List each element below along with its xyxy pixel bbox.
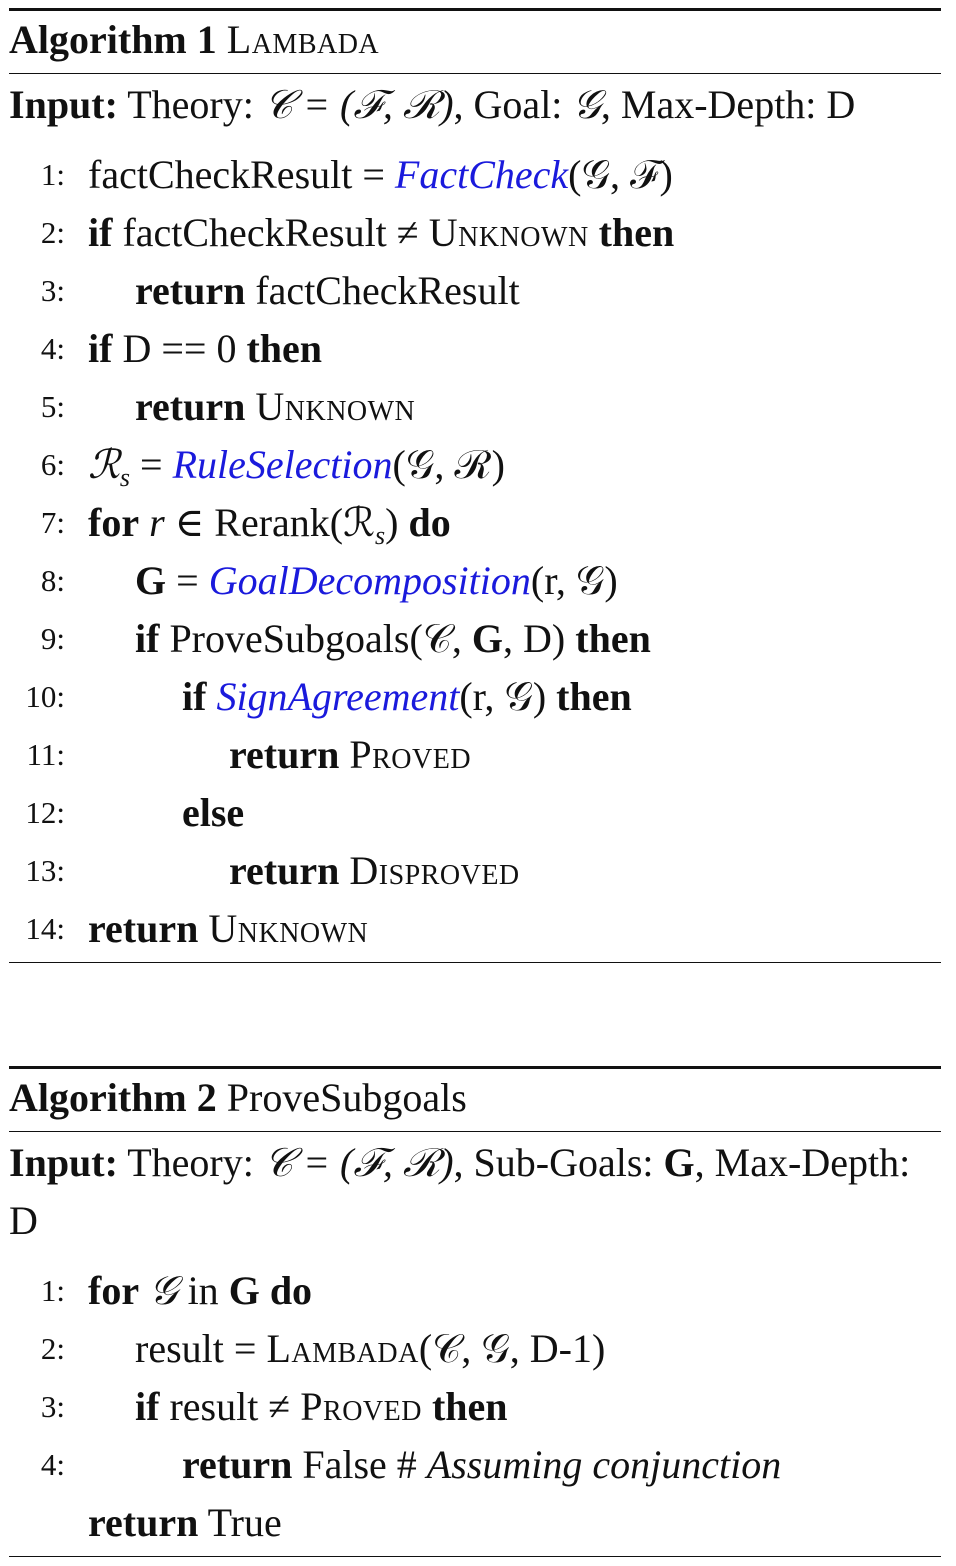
algo1-line-3: 3: return factCheckResult [9, 262, 941, 320]
factcheck-link[interactable]: FactCheck [394, 152, 569, 197]
goaldecomposition-link[interactable]: GoalDecomposition [208, 558, 531, 603]
algorithm-1-name: Lambada [226, 17, 380, 62]
subgoals-symbol: G [663, 1140, 695, 1185]
line-number: 1: [40, 157, 65, 192]
algorithm-1-lines [9, 134, 941, 962]
line-number: 1: [40, 1273, 65, 1308]
algorithm-2-block [9, 1066, 941, 1557]
theory-expression: 𝒞 = (ℱ, ℛ) [263, 1140, 454, 1185]
signagreement-link[interactable]: SignAgreement [216, 674, 460, 719]
algo1-line-7: 7: for r ∈ Rerank(ℛ$_s$) do [9, 494, 941, 552]
algo1-line-1: 1: factCheckResult = FactCheck(𝒢, ℱ) [9, 146, 941, 204]
algorithm-1-title [9, 11, 941, 73]
goal-symbol: 𝒢 [572, 82, 601, 127]
algo2-line-final: return True [88, 1500, 282, 1545]
line-number: 2: [40, 215, 65, 250]
line-number: 12: [25, 795, 65, 830]
algorithm-2-title [9, 1069, 941, 1131]
algo1-line-8: 8: G = GoalDecomposition(r, 𝒢) [9, 552, 941, 610]
line-number: 3: [40, 273, 65, 308]
line-number: 11: [26, 737, 65, 772]
input-label: Input: [9, 1140, 118, 1185]
line-number: 4: [40, 331, 65, 366]
algo1-line-2: 2: if factCheckResult ≠ Unknown then [9, 204, 941, 262]
line-number: 7: [40, 505, 65, 540]
algorithm-1-block [9, 8, 941, 963]
algo2-line-2: 2: result = Lambada(𝒞, 𝒢, D-1) [9, 1320, 941, 1378]
algo1-line-14: 14: return Unknown [9, 900, 941, 958]
algorithm-2-name: ProveSubgoals [226, 1075, 467, 1120]
algo2-line-1: 1: for 𝒢 in G do [9, 1262, 941, 1320]
line-number: 4: [40, 1447, 65, 1482]
algo1-line-12: 12: else [9, 784, 941, 842]
theory-expression: 𝒞 = (ℱ, ℛ) [263, 82, 454, 127]
algo1-line-5: 5: return Unknown [9, 378, 941, 436]
line-number: 2: [40, 1331, 65, 1366]
algo1-line-11: 11: return Proved [9, 726, 941, 784]
algorithm-2-lines [9, 1250, 941, 1556]
algo1-line-4: 4: if D == 0 then [9, 320, 941, 378]
line-number: 9: [40, 621, 65, 656]
ruleselection-link[interactable]: RuleSelection [172, 442, 393, 487]
algorithm-2-input: Input: Theory: 𝒞 = (ℱ, ℛ), Sub-Goals: G, Max-Depth: D [9, 1140, 911, 1243]
line-number: 8: [40, 563, 65, 598]
algorithm-1-input: Input: Theory: 𝒞 = (ℱ, ℛ), Goal: 𝒢, Max-Depth: D [9, 82, 856, 127]
algo2-line-4: 4: return False # Assuming conjunction [9, 1436, 941, 1494]
algo1-line-10: 10: if SignAgreement(r, 𝒢) then [9, 668, 941, 726]
line-number: 3: [40, 1389, 65, 1424]
algo1-line-9: 9: if ProveSubgoals(𝒞, G, D) then [9, 610, 941, 668]
line-number: 6: [40, 447, 65, 482]
algo1-line-13: 13: return Disproved [9, 842, 941, 900]
algo2-line-3: 3: if result ≠ Proved then [9, 1378, 941, 1436]
line-number: 5: [40, 389, 65, 424]
line-number: 14: [25, 911, 65, 946]
bottom-rule [9, 1556, 941, 1557]
algorithm-1-label: Algorithm 1 [9, 17, 217, 62]
line-number: 10: [25, 679, 65, 714]
algo1-line-6: 6: ℛ$_s$ = RuleSelection(𝒢, ℛ) [9, 436, 941, 494]
input-label: Input: [9, 82, 118, 127]
comment: Assuming conjunction [426, 1442, 782, 1487]
line-number: 13: [25, 853, 65, 888]
algorithm-2-label: Algorithm 2 [9, 1075, 217, 1120]
bottom-rule [9, 962, 941, 963]
